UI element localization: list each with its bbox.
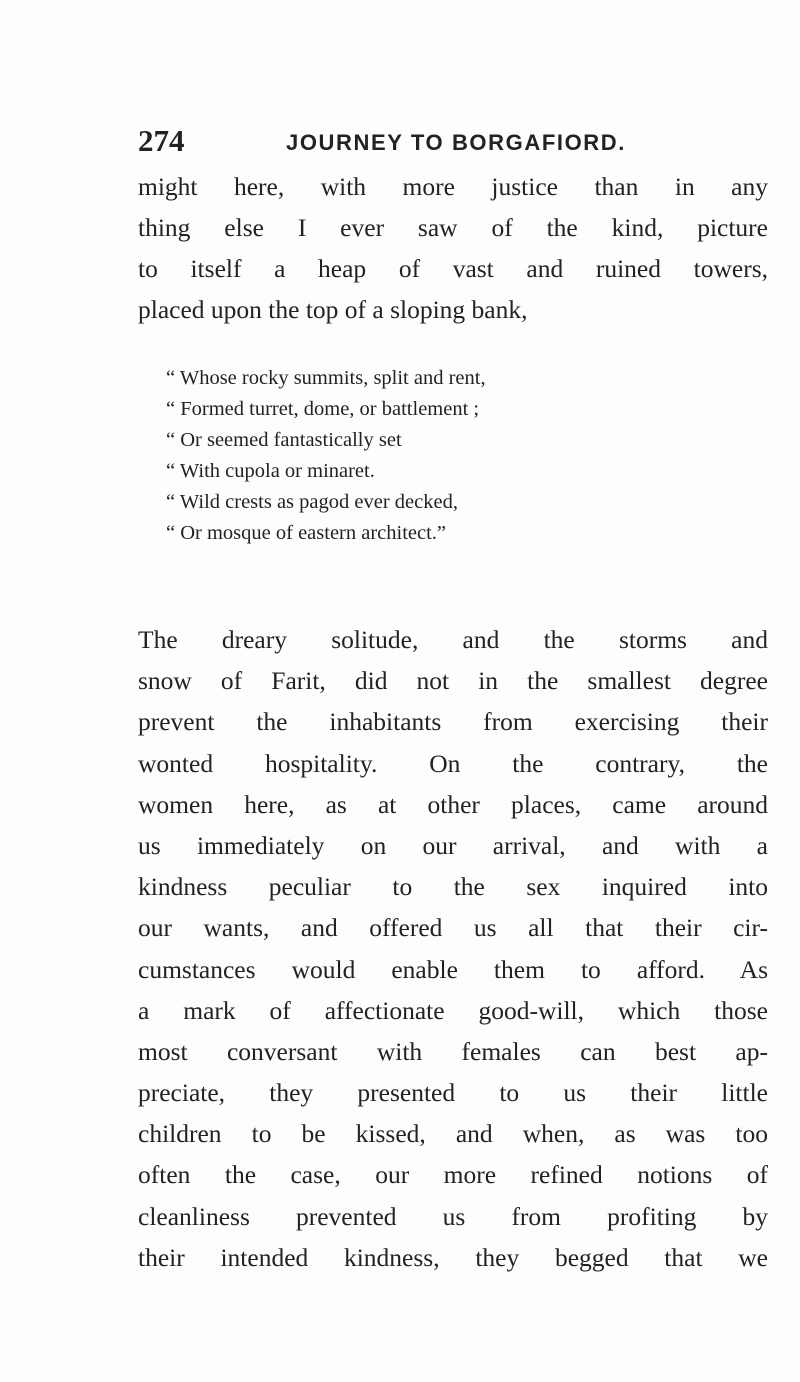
verse-quotation	[166, 363, 726, 549]
text-line: cleanliness prevented us from profiting by	[138, 1201, 768, 1231]
text-line: us immediately on our arrival, and with a	[138, 830, 768, 860]
text-line: snow of Farit, did not in the smallest degree	[138, 666, 768, 696]
verse-line: “ Or seemed fantastically set	[166, 429, 402, 451]
verse-line: “ Whose rocky summits, split and rent,	[166, 367, 486, 389]
text-line: kindness peculiar to the sex inquired into	[138, 872, 768, 902]
page-number: 274	[138, 123, 185, 158]
text-line: thing else I ever saw of the kind, picture	[138, 213, 768, 242]
page-header	[138, 121, 778, 161]
text-line: might here, with more justice than in any	[138, 172, 768, 201]
text-line: cumstances would enable them to afford. As	[138, 954, 768, 984]
text-line: The dreary solitude, and the storms and	[138, 625, 768, 654]
text-line: our wants, and offered us all that their cir-	[138, 913, 768, 943]
text-line: wonted hospitality. On the contrary, the	[138, 748, 768, 778]
text-line: most conversant with females can best ap-	[138, 1036, 768, 1066]
paragraph-opening	[138, 166, 768, 330]
text-line: often the case, our more refined notions of	[138, 1160, 768, 1190]
text-line: their intended kindness, they begged that we	[138, 1242, 768, 1272]
text-line: a mark of affectionate good-will, which those	[138, 995, 768, 1025]
text-line: placed upon the top of a sloping bank,	[138, 295, 528, 324]
text-line: preciate, they presented to us their little	[138, 1078, 768, 1108]
text-line: children to be kissed, and when, as was too	[138, 1119, 768, 1149]
paragraph-main	[138, 619, 768, 1278]
text-line: prevent the inhabitants from exercising their	[138, 707, 768, 737]
text-line: women here, as at other places, came around	[138, 789, 768, 819]
running-head: JOURNEY TO BORGAFIORD.	[286, 130, 626, 155]
verse-line: “ Wild crests as pagod ever decked,	[166, 491, 458, 513]
text-line: to itself a heap of vast and ruined towers,	[138, 254, 768, 283]
verse-line: “ Formed turret, dome, or battlement ;	[166, 398, 480, 420]
verse-line: “ With cupola or minaret.	[166, 460, 375, 482]
verse-line: “ Or mosque of eastern architect.”	[166, 522, 447, 544]
